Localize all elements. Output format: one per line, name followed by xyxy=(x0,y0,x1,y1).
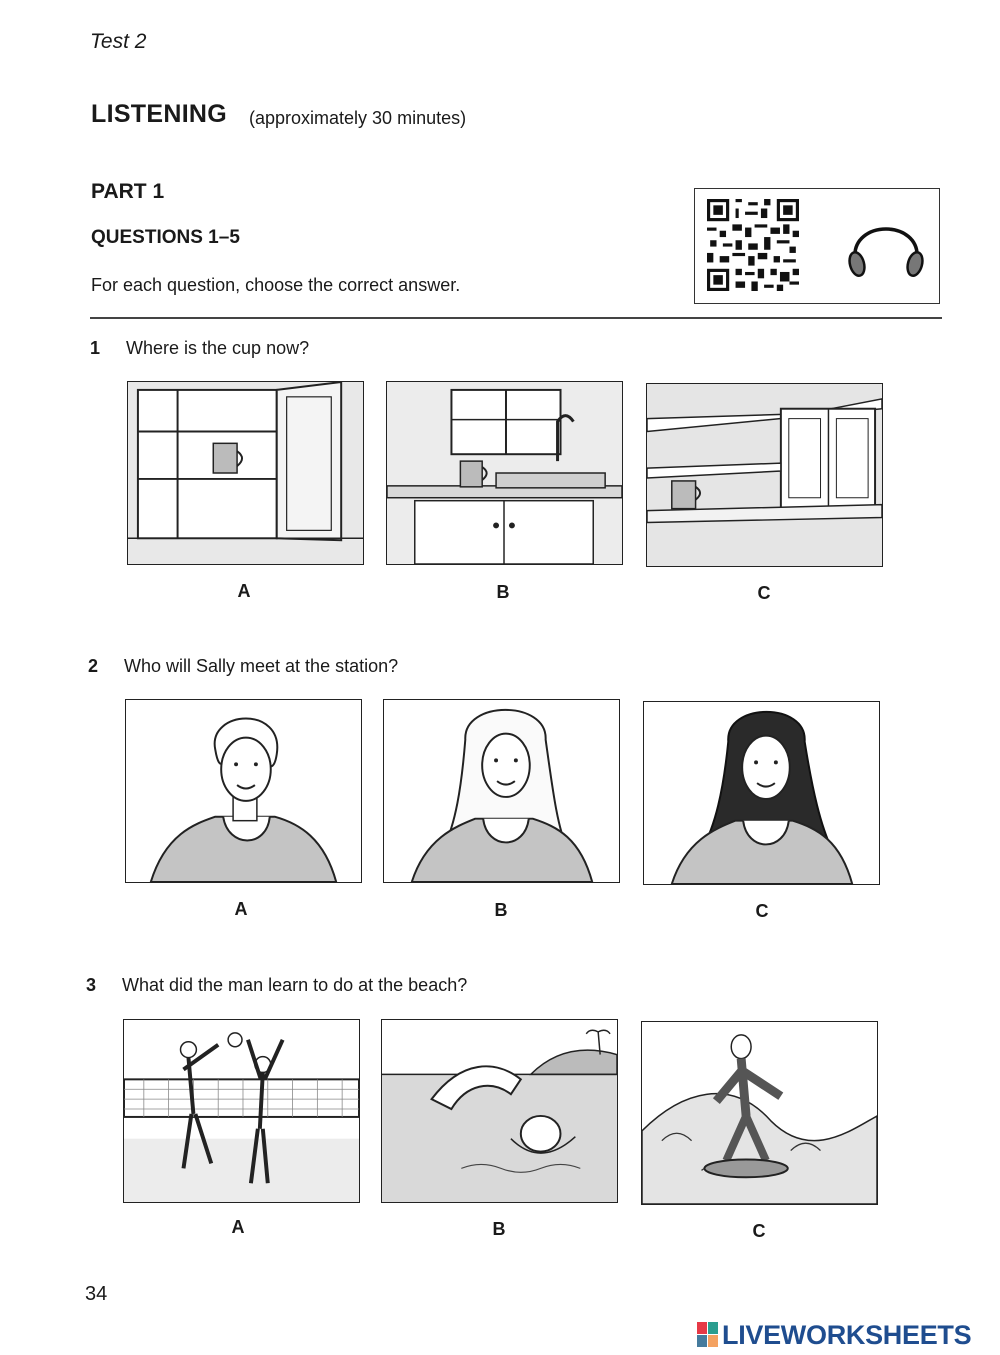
section-duration: (approximately 30 minutes) xyxy=(249,108,467,128)
section-divider xyxy=(90,317,942,319)
option-label: C xyxy=(757,583,771,603)
option-label: A xyxy=(231,1217,245,1237)
option-image-q1-a[interactable] xyxy=(127,381,364,565)
part-heading: PART 1 xyxy=(91,180,165,203)
option-image-q3-b[interactable] xyxy=(381,1019,618,1203)
test-label: Test 2 xyxy=(90,30,147,53)
option-label: C xyxy=(752,1221,766,1241)
qr-code-icon[interactable] xyxy=(707,199,799,291)
option-label: B xyxy=(496,582,510,602)
audio-qr-panel xyxy=(694,188,940,304)
question-number: 2 xyxy=(88,656,99,676)
option-image-q2-c[interactable] xyxy=(643,701,880,885)
option-label: A xyxy=(234,899,248,919)
option-image-q3-a[interactable] xyxy=(123,1019,360,1203)
option-image-q1-b[interactable] xyxy=(386,381,623,565)
headphones-icon xyxy=(843,209,929,283)
question-text: Who will Sally meet at the station? xyxy=(124,656,399,676)
question-text: Where is the cup now? xyxy=(126,338,310,358)
option-image-q3-c[interactable] xyxy=(641,1021,878,1205)
question-text: What did the man learn to do at the beach? xyxy=(122,975,468,995)
option-image-q2-b[interactable] xyxy=(383,699,620,883)
section-title: LISTENING xyxy=(91,100,228,128)
option-label: A xyxy=(237,581,251,601)
option-label: B xyxy=(494,900,508,920)
option-image-q2-a[interactable] xyxy=(125,699,362,883)
page-number: 34 xyxy=(85,1283,108,1305)
brand-name: LIVEWORKSHEETS xyxy=(722,1319,972,1350)
instruction-text: For each question, choose the correct answer. xyxy=(91,275,461,295)
option-label: B xyxy=(492,1219,506,1239)
liveworksheets-brand[interactable] xyxy=(697,1318,971,1352)
option-image-q1-c[interactable] xyxy=(646,383,883,567)
question-number: 3 xyxy=(86,975,97,995)
question-number: 1 xyxy=(90,338,101,358)
question-range: QUESTIONS 1–5 xyxy=(91,227,240,248)
option-label: C xyxy=(755,901,769,921)
liveworksheets-logo-icon xyxy=(697,1322,719,1348)
